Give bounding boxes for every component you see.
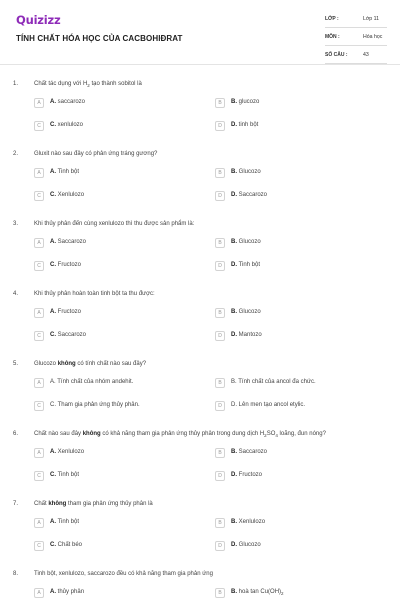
option-letter-box: C bbox=[34, 471, 44, 481]
header-divider bbox=[0, 64, 400, 65]
question-1: 1. Chất tác dụng với $H_2$ tạo thành sobitol là A A. saccarozo B B. glucozo C C. xenlulozo D D. tinh bột bbox=[13, 81, 260, 129]
option-letter-box: A bbox=[34, 518, 44, 528]
option-letter-box: C bbox=[34, 541, 44, 551]
option-letter-box: A bbox=[34, 98, 44, 108]
question-2: 2. Gluxit nào sau đây có phản ứng tráng gương? A A. Tinh bột B B. Glucozo C C. Xenlulozo D D. Saccarozo bbox=[13, 151, 268, 199]
option-letter-box: B bbox=[215, 518, 225, 528]
meta-row-subject bbox=[325, 31, 387, 46]
option-letter-box: C bbox=[34, 401, 44, 411]
question-text: Chất nào sau đây không có khả năng tham gia phản ứng thủy phân trong dung dịch $H_2SO_4$ loãng, đun nóng? bbox=[34, 431, 326, 439]
option-letter-box: A bbox=[34, 448, 44, 458]
option-letter-box: D bbox=[215, 191, 225, 201]
option-letter-box: B bbox=[215, 448, 225, 458]
question-text: Khi thủy phân đến cùng xenlulozo thì thu được sản phẩm là: bbox=[34, 221, 195, 227]
option-letter-box: A bbox=[34, 238, 44, 248]
option-letter-box: B bbox=[215, 588, 225, 598]
option-letter-box: C bbox=[34, 121, 44, 131]
option-letter-box: D bbox=[215, 121, 225, 131]
option-letter-box: A bbox=[34, 588, 44, 598]
option-letter-box: A bbox=[34, 168, 44, 178]
question-number: 6. bbox=[13, 431, 19, 437]
option-letter-box: B bbox=[215, 308, 225, 318]
option-letter-box: D bbox=[215, 331, 225, 341]
question-5: 5. Glucozo không có tính chất nào sau đây? A A. Tính chất của nhóm andehit. B B. Tính chất của ancol đa chức. C C. Tham gia phản ứng thủy phân. D D. Lên men tạo ancol etylic. bbox=[13, 361, 316, 409]
question-8: 8. Tinh bột, xenlulozo, saccarozo đều có khả năng tham gia phản ứng A A. thủy phân B B. hoà $\tan Cu(OH)_2$ bbox=[13, 571, 284, 597]
option-letter-box: D bbox=[215, 471, 225, 481]
question-number: 2. bbox=[13, 151, 19, 157]
option-letter-box: A bbox=[34, 308, 44, 318]
question-6: 6. Chất nào sau đây không có khả năng tham gia phản ứng thủy phân trong dung dịch $H_2SO_4$ loãng, đun nóng? A A. Xenlulozo B B. Saccarozo C C. Tinh bột D D. Fructozo bbox=[13, 431, 326, 479]
meta-row-count bbox=[325, 49, 387, 64]
option-letter-box: A bbox=[34, 378, 44, 388]
question-text: Tinh bột, xenlulozo, saccarozo đều có khả năng tham gia phản ứng bbox=[34, 571, 213, 577]
question-number: 4. bbox=[13, 291, 19, 297]
question-number: 5. bbox=[13, 361, 19, 367]
worksheet-header bbox=[0, 0, 400, 64]
meta-key: LỚP : bbox=[325, 16, 339, 22]
question-text: Chất không tham gia phản ứng thủy phân là bbox=[34, 501, 153, 507]
option-letter-box: C bbox=[34, 261, 44, 271]
question-number: 1. bbox=[13, 81, 19, 87]
option-letter-box: D bbox=[215, 261, 225, 271]
option-letter-box: D bbox=[215, 541, 225, 551]
meta-value: Lớp 11 bbox=[363, 16, 379, 22]
question-number: 3. bbox=[13, 221, 19, 227]
question-text: Chất tác dụng với $H_2$ tạo thành sobitol là bbox=[34, 81, 142, 89]
option-letter-box: B bbox=[215, 168, 225, 178]
meta-value: 43 bbox=[363, 52, 369, 58]
question-number: 7. bbox=[13, 501, 19, 507]
question-text: Khi thủy phân hoàn toàn tinh bột ta thu được: bbox=[34, 291, 155, 297]
question-3: 3. Khi thủy phân đến cùng xenlulozo thì thu được sản phẩm là: A A. Saccarozo B B. Glucozo C C. Fructozo D D. Tinh bột bbox=[13, 221, 261, 269]
question-7: 7. Chất không tham gia phản ứng thủy phân là A A. Tinh bột B B. Xenlulozo C C. Chất béo D D. Glucozo bbox=[13, 501, 266, 549]
option-letter-box: B bbox=[215, 98, 225, 108]
question-text: Gluxit nào sau đây có phản ứng tráng gương? bbox=[34, 151, 158, 157]
meta-key: MÔN : bbox=[325, 34, 340, 40]
meta-row-class bbox=[325, 13, 387, 28]
worksheet-title: TÍNH CHẤT HÓA HỌC CỦA CACBOHIĐRAT bbox=[16, 34, 183, 43]
quizizz-logo: Quizizz bbox=[16, 13, 61, 27]
meta-key: SỐ CÂU : bbox=[325, 52, 348, 58]
question-text: Glucozo không có tính chất nào sau đây? bbox=[34, 361, 147, 367]
option-letter-box: B bbox=[215, 378, 225, 388]
option-letter-box: B bbox=[215, 238, 225, 248]
question-4: 4. Khi thủy phân hoàn toàn tinh bột ta thu được: A A. Fructozo B B. Glucozo C C. Saccarozo D D. Mantozo bbox=[13, 291, 262, 339]
option-letter-box: C bbox=[34, 331, 44, 341]
option-letter-box: D bbox=[215, 401, 225, 411]
worksheet-meta bbox=[325, 13, 387, 67]
meta-value: Hóa học bbox=[363, 34, 383, 40]
option-letter-box: C bbox=[34, 191, 44, 201]
question-number: 8. bbox=[13, 571, 19, 577]
